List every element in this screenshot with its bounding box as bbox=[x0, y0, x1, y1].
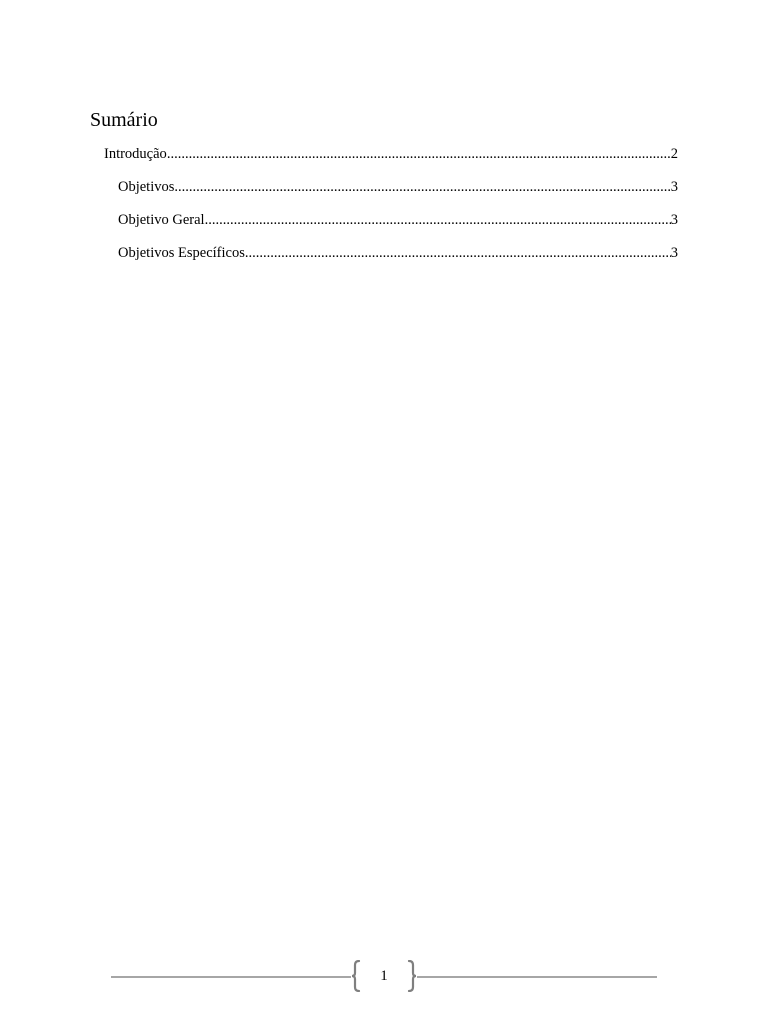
toc-entry-label: Introdução bbox=[104, 146, 167, 162]
toc-entry-objetivo-geral[interactable] bbox=[118, 211, 678, 229]
right-bracket-icon bbox=[407, 960, 417, 992]
dot-leader bbox=[205, 211, 671, 229]
toc-entry-page-number: 2 bbox=[670, 146, 678, 162]
toc-title: Sumário bbox=[90, 109, 158, 131]
toc-entry-objetivos-especificos[interactable] bbox=[118, 244, 678, 262]
footer-rule-left bbox=[111, 976, 351, 978]
footer-rule-right bbox=[417, 976, 657, 978]
toc-entry-page-number: 3 bbox=[670, 179, 678, 195]
left-bracket-icon bbox=[351, 960, 361, 992]
toc-entry-label: Objetivos Específicos bbox=[118, 245, 245, 261]
dot-leader bbox=[167, 145, 671, 163]
toc-entry-page-number: 3 bbox=[670, 212, 678, 228]
toc-entry-label: Objetivos bbox=[118, 179, 175, 195]
toc-entry-objetivos[interactable] bbox=[118, 178, 678, 196]
page-footer bbox=[111, 960, 657, 992]
dot-leader bbox=[245, 244, 671, 262]
page-number: 1 bbox=[380, 968, 388, 984]
toc-entry-label: Objetivo Geral bbox=[118, 212, 205, 228]
toc-entry-introducao[interactable] bbox=[104, 145, 678, 163]
toc-entry-page-number: 3 bbox=[670, 245, 678, 261]
dot-leader bbox=[174, 178, 670, 196]
